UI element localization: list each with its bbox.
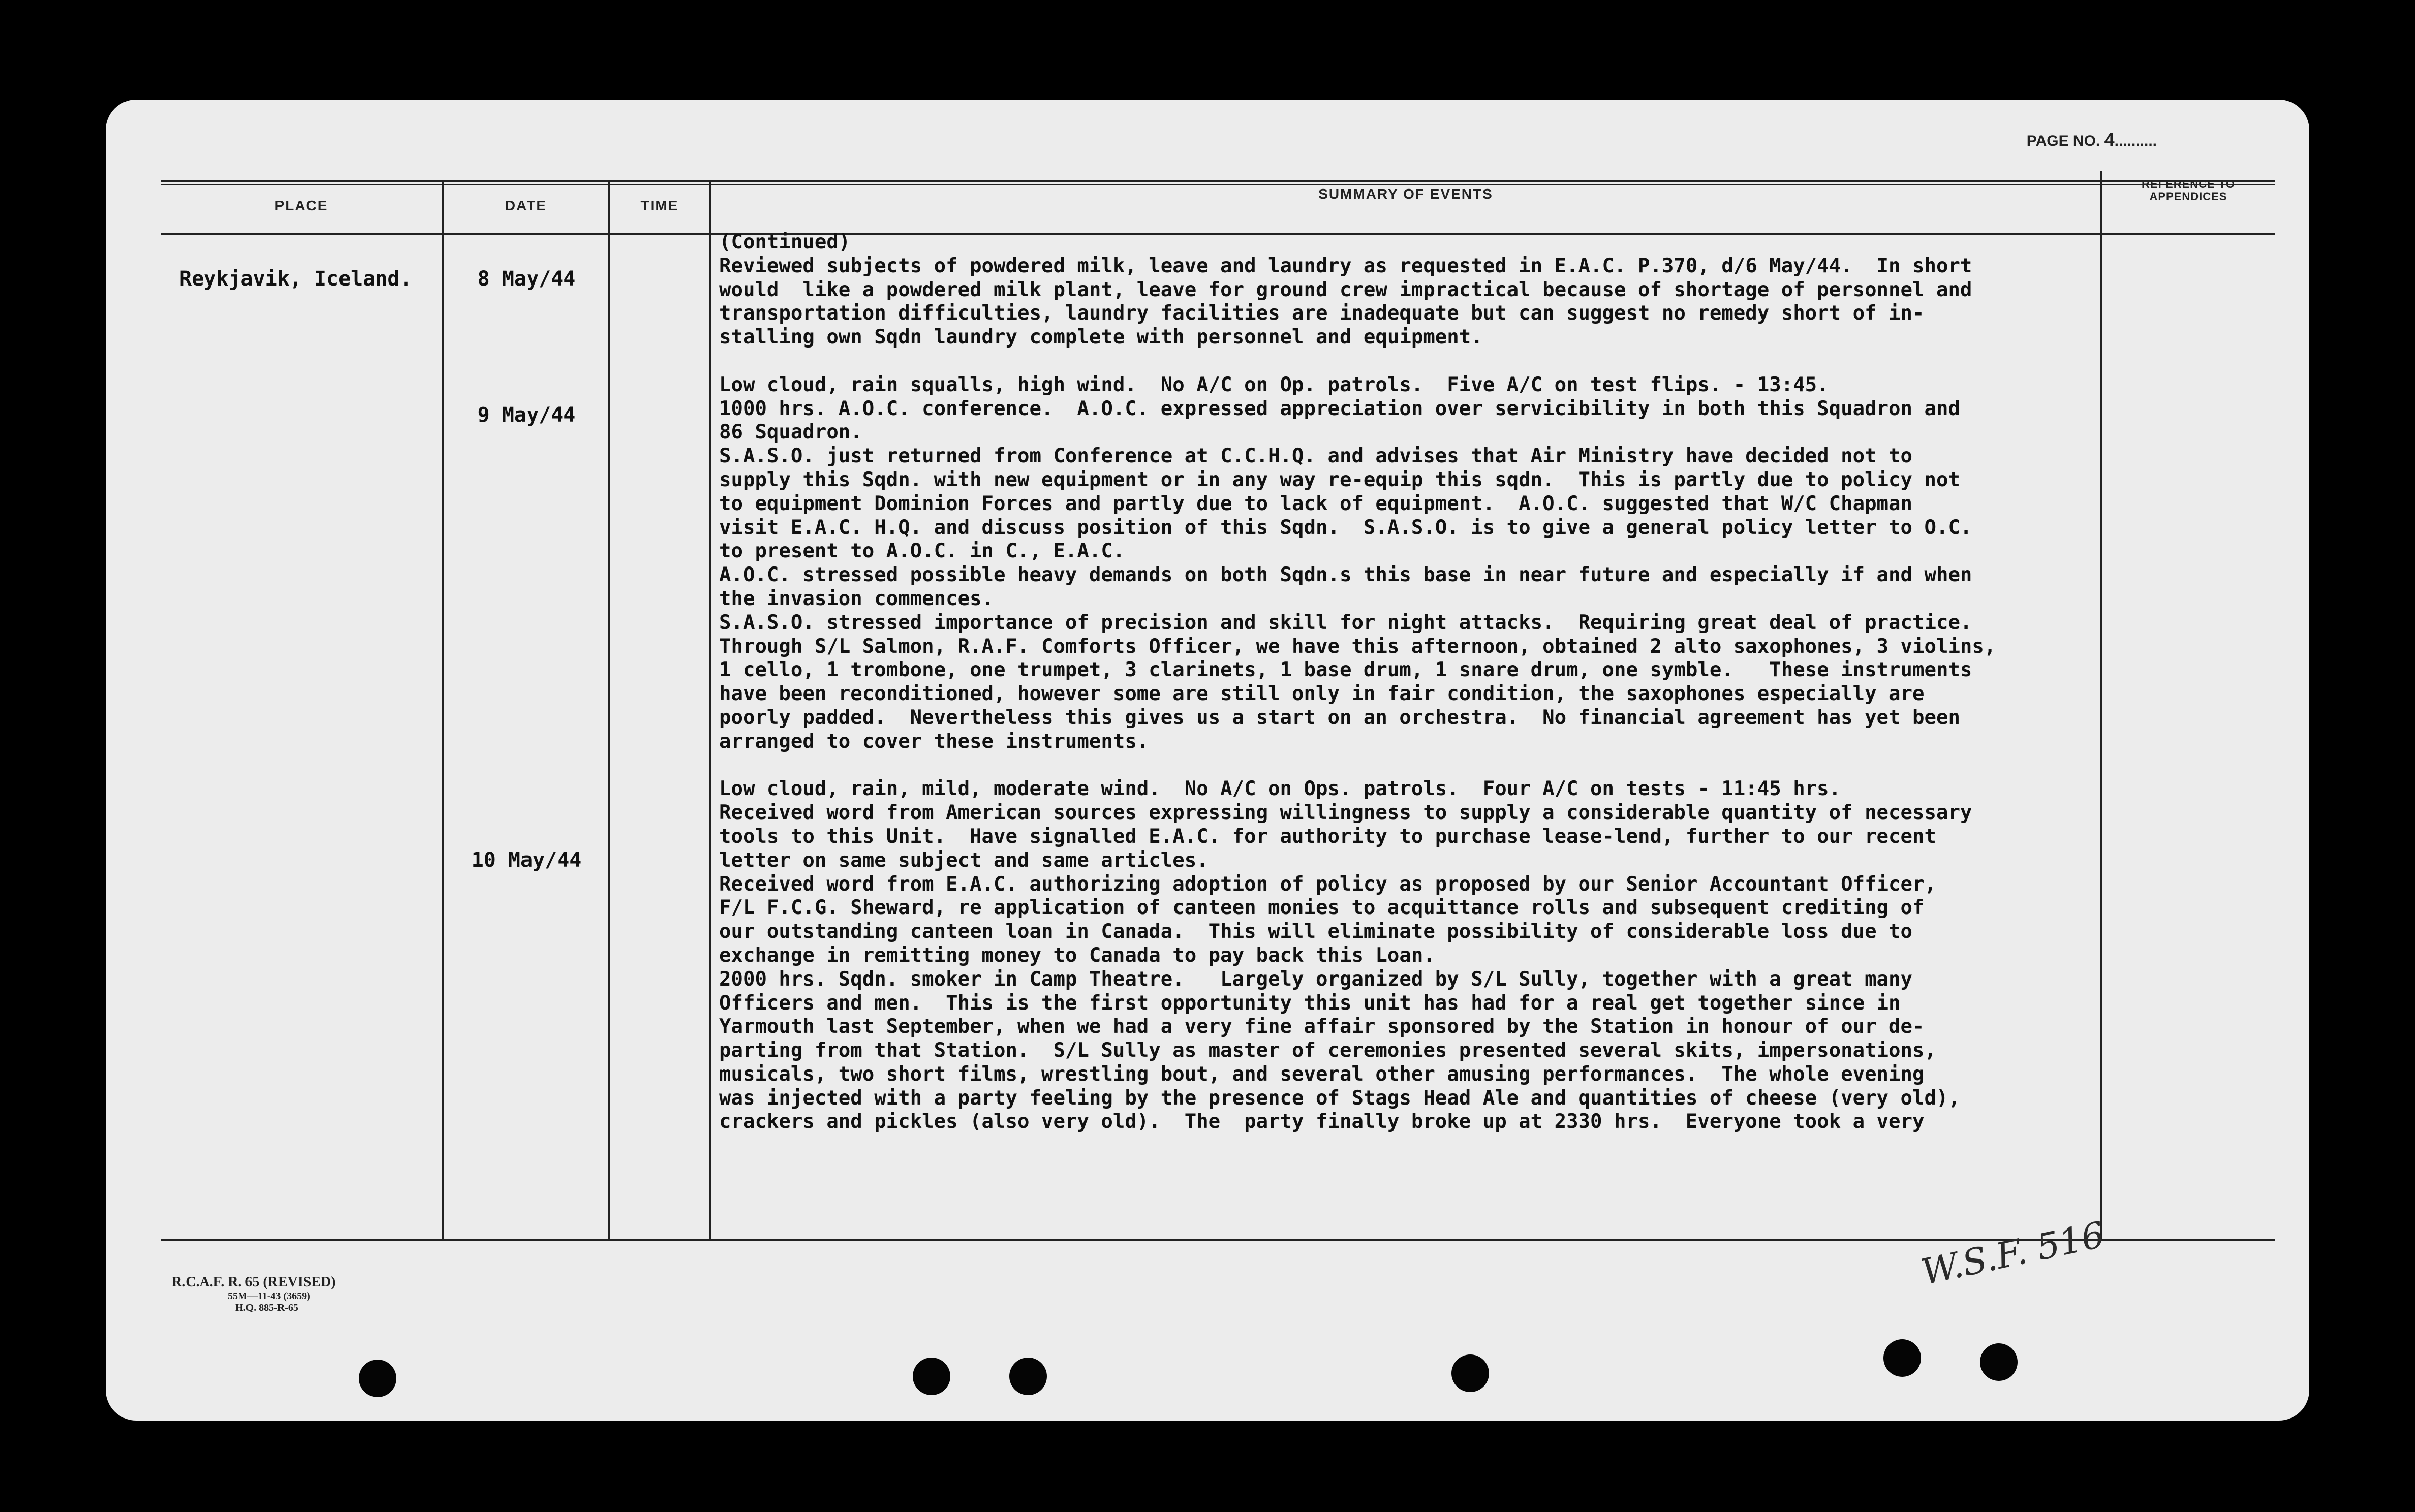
- date-entry: 10 May/44: [471, 848, 582, 872]
- diary-sheet: [106, 100, 2309, 1421]
- place-entry: Reykjavik, Iceland.: [179, 267, 412, 291]
- summary-line: musicals, two short films, wrestling bout, and several other amusing performances. The whole evening: [719, 1062, 1925, 1086]
- summary-line: 2000 hrs. Sqdn. smoker in Camp Theatre. Largely organized by S/L Sully, together with a great many: [719, 967, 1912, 991]
- summary-header: SUMMARY OF EVENTS: [1318, 186, 1493, 202]
- form-footer: [172, 1274, 336, 1314]
- form-number: R.C.A.F. R. 65 (REVISED): [172, 1274, 336, 1290]
- page-number-value: 4: [2104, 129, 2115, 150]
- summary-line: arranged to cover these instruments.: [719, 730, 1149, 753]
- summary-line: F/L F.C.G. Sheward, re application of canteen monies to acquittance rolls and subsequent crediting of: [719, 896, 1925, 920]
- date-column-rule: [608, 181, 610, 1240]
- summary-line: [719, 350, 2107, 373]
- summary-line: supply this Sqdn. with new equipment or in any way re-equip this sqdn. This is partly due to policy not: [719, 468, 1960, 491]
- header-top-rule: [161, 180, 2275, 182]
- summary-line: visit E.A.C. H.Q. and discuss position of this Sqdn. S.A.S.O. is to give a general policy letter to O.C.: [719, 516, 1972, 539]
- summary-line: A.O.C. stressed possible heavy demands on both Sqdn.s this base in near future and especially if and when: [719, 563, 1972, 587]
- punch-hole: [1883, 1339, 1921, 1377]
- summary-line: Low cloud, rain, mild, moderate wind. No A/C on Ops. patrols. Four A/C on tests - 11:45 hrs.: [719, 777, 1841, 801]
- date-header: DATE: [505, 198, 547, 213]
- table-bottom-rule: [161, 1239, 2275, 1241]
- summary-line: poorly padded. Nevertheless this gives us a start on an orchestra. No financial agreement has yet been: [719, 706, 1960, 729]
- summary-of-events: [719, 231, 2107, 1134]
- punch-hole: [359, 1360, 396, 1397]
- reference-header-line1: REFERENCE TO: [2142, 178, 2235, 191]
- date-entry: 9 May/44: [477, 403, 576, 427]
- summary-line: stalling own Sqdn laundry complete with personnel and equipment.: [719, 326, 1483, 349]
- header-top-rule-thin: [161, 184, 2275, 185]
- summary-line: to equipment Dominion Forces and partly due to lack of equipment. A.O.C. suggested that W/C Chapman: [719, 492, 1912, 515]
- page-label: PAGE NO.: [2026, 133, 2100, 149]
- summary-line: Officers and men. This is the first opportunity this unit has had for a real get together since in: [719, 991, 1901, 1015]
- summary-line: have been reconditioned, however some are still only in fair condition, the saxophones especially are: [719, 682, 1925, 706]
- summary-line: Reviewed subjects of powdered milk, leave and laundry as requested in E.A.C. P.370, d/6 May/44. In short: [719, 254, 1972, 277]
- summary-line: was injected with a party feeling by the presence of Stags Head Ale and quantities of cheese (very old),: [719, 1086, 1960, 1110]
- summary-line: Received word from American sources expressing willingness to supply a considerable quantity of necessary: [719, 801, 1972, 825]
- summary-line: to present to A.O.C. in C., E.A.C.: [719, 540, 1125, 563]
- summary-line: letter on same subject and same articles.: [719, 848, 1209, 872]
- handwritten-initials: W.S.F. 516: [1917, 1213, 2108, 1294]
- punch-hole: [1980, 1343, 2018, 1381]
- punch-hole: [913, 1358, 950, 1395]
- date-entry: 8 May/44: [477, 267, 576, 291]
- punch-hole: [1009, 1358, 1047, 1395]
- summary-line: (Continued): [719, 231, 851, 254]
- summary-line: 86 Squadron.: [719, 421, 862, 444]
- summary-line: exchange in remitting money to Canada to pay back this Loan.: [719, 943, 1435, 967]
- summary-line: S.A.S.O. just returned from Conference at C.C.H.Q. and advises that Air Ministry have decided not to: [719, 445, 1912, 468]
- summary-line: 1000 hrs. A.O.C. conference. A.O.C. expressed appreciation over servicibility in both this Squadron and: [719, 397, 1960, 420]
- page-number: PAGE NO. 4..........: [2026, 129, 2157, 150]
- summary-line: Through S/L Salmon, R.A.F. Comforts Officer, we have this afternoon, obtained 2 alto saxophones, 3 violins,: [719, 635, 1996, 658]
- summary-line: would like a powdered milk plant, leave for ground crew impractical because of shortage of personnel and: [719, 278, 1972, 301]
- summary-line: Received word from E.A.C. authorizing adoption of policy as proposed by our Senior Accountant Officer,: [719, 872, 1936, 896]
- summary-line: tools to this Unit. Have signalled E.A.C. for authority to purchase lease-lend, further to our recent: [719, 825, 1936, 848]
- punch-hole: [1451, 1354, 1489, 1392]
- place-column-rule: [442, 181, 444, 1240]
- summary-line: [719, 754, 2107, 778]
- summary-line: Yarmouth last September, when we had a very fine affair sponsored by the Station in honour of our de-: [719, 1015, 1925, 1038]
- hq-code: H.Q. 885-R-65: [235, 1302, 298, 1313]
- time-column-rule: [709, 181, 711, 1240]
- place-header: PLACE: [274, 198, 328, 213]
- summary-line: 1 cello, 1 trombone, one trumpet, 3 clarinets, 1 base drum, 1 snare drum, one symble. These instruments: [719, 658, 1972, 682]
- summary-line: transportation difficulties, laundry facilities are inadequate but can suggest no remedy short of in-: [719, 302, 1925, 325]
- summary-line: parting from that Station. S/L Sully as master of ceremonies presented several skits, impersonations,: [719, 1039, 1936, 1062]
- reference-header-line2: APPENDICES: [2149, 190, 2227, 203]
- summary-line: the invasion commences.: [719, 587, 994, 610]
- summary-line: our outstanding canteen loan in Canada. This will eliminate possibility of considerable loss due to: [719, 920, 1912, 943]
- print-code: 55M—11-43 (3659): [228, 1290, 311, 1302]
- time-header: TIME: [640, 198, 679, 213]
- summary-line: crackers and pickles (also very old). The party finally broke up at 2330 hrs. Everyone took a very: [719, 1110, 1925, 1133]
- summary-line: S.A.S.O. stressed importance of precision and skill for night attacks. Requiring great deal of practice.: [719, 611, 1972, 634]
- summary-line: Low cloud, rain squalls, high wind. No A/C on Op. patrols. Five A/C on test flips. - 13:45.: [719, 373, 1829, 396]
